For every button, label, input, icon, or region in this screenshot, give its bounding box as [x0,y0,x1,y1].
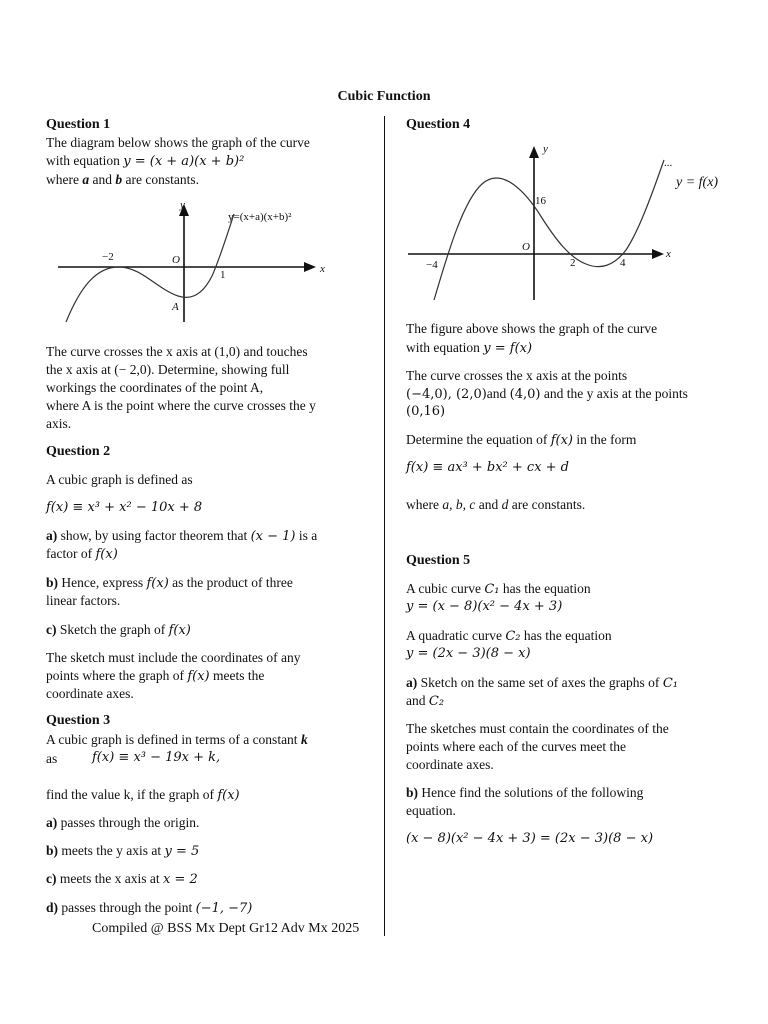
q4-x-arrow [652,249,664,259]
q5-c2-line: A quadratic curve C₂ has the equation [406,628,612,644]
q4-cross-line3: (0,16) [406,404,446,419]
q2-heading: Question 2 [46,444,111,459]
q4-dots: ... [664,157,673,169]
q1-body-line2: the x axis at (− 2,0). Determine, showing full [46,362,290,377]
q5-part-a-line1: a) Sketch on the same set of axes the graphs of C₁ [406,675,678,691]
q5-c2-equation: y = (2x − 3)(8 − x) [406,646,531,661]
q1-body-line5: axis. [46,416,72,431]
page-title: Cubic Function [337,89,431,104]
q2-intro: A cubic graph is defined as [46,472,193,487]
q5-part-b-line1: b) Hence find the solutions of the following [406,785,644,800]
q5-part-b-equation: (x − 8)(x² − 4x + 3) = (2x − 3)(8 − x) [406,831,654,846]
q4-curve [434,160,664,300]
q1-body-line4: where A is the point where the curve crosses the y [46,398,316,413]
q2-equation: f(x) ≡ x³ + x² − 10x + 8 [46,500,203,515]
q5-note-line3: coordinate axes. [406,757,494,772]
q1-x-label: x [320,263,325,275]
q3-part-b: b) meets the y axis at y = 5 [46,843,200,859]
q1-body-line1: The curve crosses the x axis at (1,0) and touches [46,344,308,359]
q3-intro-line1: A cubic graph is defined in terms of a constant k [46,732,308,747]
q1-curve-label: y=(x+a)(x+b)² [228,211,292,223]
q4-origin-label: O [522,241,530,253]
q1-intro-line2: with equation y = (x + a)(x + b)² [46,153,245,169]
q4-label-minus4: −4 [426,259,438,271]
q5-note-line2: points where each of the curves meet the [406,739,627,754]
q1-label-minus2: −2 [102,251,114,263]
column-divider [384,116,385,936]
q2-note-line3: coordinate axes. [46,686,134,701]
q1-heading: Question 1 [46,117,111,132]
q5-part-a-line2: and C₂ [406,693,445,709]
q5-note-line1: The sketches must contain the coordinates of the [406,721,669,736]
q4-label-4: 4 [620,257,626,269]
q4-form: f(x) ≡ ax³ + bx² + cx + d [406,460,570,475]
q5-c1-line: A cubic curve C₁ has the equation [406,581,591,597]
q4-label-2: 2 [570,257,576,269]
q3-part-a: a) passes through the origin. [46,815,200,830]
q2-note-line2: points where the graph of f(x) meets the [46,668,265,684]
q2-note-line1: The sketch must include the coordinates of any [46,650,301,665]
q4-y-label: y [543,143,548,155]
q5-c1-equation: y = (x − 8)(x² − 4x + 3) [406,599,563,614]
q4-where: where a, b, c and d are constants. [406,497,586,512]
q4-y-arrow [529,146,539,158]
q3-intro-line2: as [46,751,58,766]
q4-body-line2: with equation y = f(x) [406,340,533,356]
q2-part-c: c) Sketch the graph of f(x) [46,622,191,638]
q5-part-b-line2: equation. [406,803,456,818]
q1-graph [54,196,344,334]
q1-y-label: y [180,199,185,211]
q4-x-label: x [666,248,671,260]
q1-equation: y = (x + a)(x + b)² [123,154,245,169]
q4-curve-label: y = f(x) [676,175,719,190]
q4-heading: Question 4 [406,117,471,132]
q1-intro-line1: The diagram below shows the graph of the curve [46,135,310,150]
footer: Compiled @ BSS Mx Dept Gr12 Adv Mx 2025 [92,921,360,936]
q1-origin-label: O [172,254,180,266]
q2-part-a-line2: factor of f(x) [46,546,118,562]
q5-heading: Question 5 [406,553,471,568]
q2-part-a-line1: a) show, by using factor theorem that (x − 1) is a [46,528,318,544]
q4-graph [406,140,742,306]
q3-part-d: d) passes through the point (−1, −7) [46,900,253,916]
q3-find: find the value k, if the graph of f(x) [46,787,240,803]
q1-label-A: A [172,301,179,313]
q2-part-b-line1: b) Hence, express f(x) as the product of three [46,575,293,591]
q4-body-line1: The figure above shows the graph of the curve [406,321,658,336]
q4-label-16: 16 [535,195,546,207]
q4-cross-line1: The curve crosses the x axis at the points [406,368,628,383]
q1-body-line3: workings the coordinates of the point A, [46,380,264,395]
q1-intro-line3: where a and b are constants. [46,172,199,187]
q4-cross-line2: (−4,0), (2,0)and (4,0) and the y axis at the points [406,386,688,402]
q3-part-c: c) meets the x axis at x = 2 [46,871,198,887]
q1-x-arrow [304,262,316,272]
q2-part-b-line2: linear factors. [46,593,121,608]
q1-label-1: 1 [220,269,226,281]
q3-heading: Question 3 [46,713,111,728]
q3-equation: f(x) ≡ x³ − 19x + k, [92,750,221,765]
q1-curve [66,214,234,322]
q4-determine: Determine the equation of f(x) in the form [406,432,637,448]
